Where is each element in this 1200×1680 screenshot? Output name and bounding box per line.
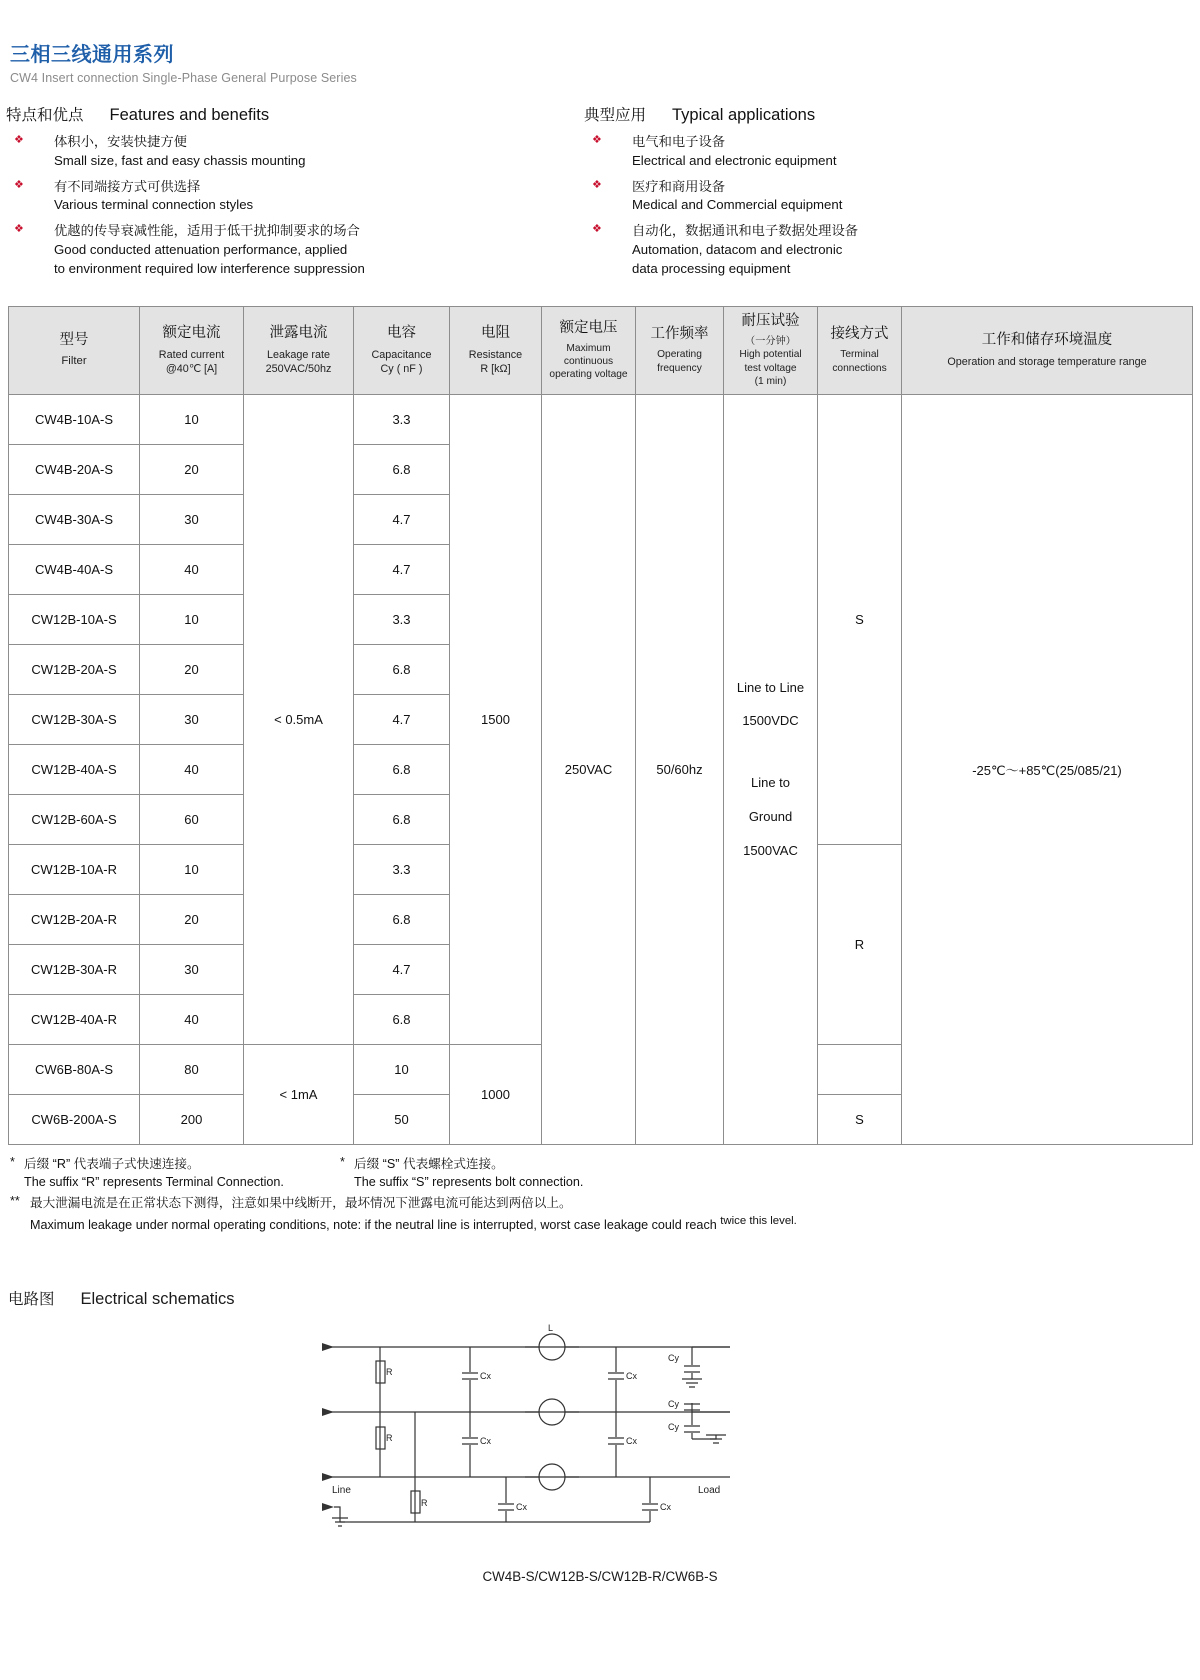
table-header-row [9,306,1193,394]
cell-current: 80 [140,1044,244,1094]
cell-model: CW12B-30A-S [9,694,140,744]
label-cx: Cx [626,1436,637,1447]
cell-current: 30 [140,494,244,544]
th-capacitance-cn: 电容 [387,325,416,342]
th-terminal-cn: 接线方式 [830,326,889,343]
page-header [0,0,1200,85]
cell-model: CW4B-30A-S [9,494,140,544]
cell-capacitance: 50 [354,1094,450,1144]
footnote-r-en: The suffix “R” represents Terminal Connection. [24,1175,284,1190]
label-r: R [386,1433,393,1444]
th-rated-current-en2: @40℃ [A] [165,362,218,375]
label-cx: Cx [480,1436,491,1447]
page-title-cn: 三相三线通用系列 [10,44,174,66]
list-item [584,133,1162,171]
application-cn: 医疗和商用设备 [632,178,726,194]
cell-model: CW12B-30A-R [9,944,140,994]
cell-model: CW12B-40A-S [9,744,140,794]
hipot-line-to-ground-value: 1500VAC [743,842,798,858]
diamond-bullet-icon: ❖ [14,134,24,146]
th-rated-current [140,306,244,394]
cell-leakage-2: < 1mA [244,1044,354,1144]
cell-model: CW12B-60A-S [9,794,140,844]
applications-heading [584,103,1162,125]
footnote-star: * [10,1154,15,1169]
cell-frequency: 50/60hz [636,394,724,1144]
cell-model: CW6B-80A-S [9,1044,140,1094]
cell-current: 10 [140,394,244,444]
cell-leakage-1: < 0.5mA [244,394,354,1044]
cell-capacitance: 6.8 [354,994,450,1044]
diamond-bullet-icon: ❖ [592,134,602,146]
label-cy: Cy [668,1399,679,1410]
cell-capacitance: 10 [354,1044,450,1094]
th-resistance-cn: 电阻 [481,325,510,342]
th-temperature [902,306,1193,394]
diamond-bullet-icon: ❖ [14,178,24,191]
schematic-caption: CW4B-S/CW12B-S/CW12B-R/CW6B-S [482,1569,718,1585]
cell-capacitance: 6.8 [354,444,450,494]
label-load: Load [698,1485,721,1497]
th-leakage-en2: 250VAC/50hz [265,362,332,375]
applications-heading-en: Typical applications [672,106,816,124]
footnotes [10,1155,1190,1236]
intro-columns [0,103,1200,286]
feature-en-line2: to environment required low interference suppression [54,260,365,276]
th-leakage-en: Leakage rate [266,348,331,361]
footnote-r [10,1155,340,1193]
cell-terminal-s1: S [818,394,902,844]
th-hipot-en3: (1 min) [754,375,787,387]
cell-capacitance: 3.3 [354,394,450,444]
table-row [9,394,1193,444]
cell-capacitance: 6.8 [354,894,450,944]
hipot-line-to-line: Line to Line [736,679,805,695]
cell-model: CW12B-20A-S [9,644,140,694]
cell-current: 10 [140,844,244,894]
cell-voltage: 250VAC [542,394,636,1144]
footnote-double-star: ** [10,1194,20,1209]
cell-capacitance: 6.8 [354,794,450,844]
cell-terminal-r: R [818,844,902,1044]
cell-model: CW12B-10A-S [9,594,140,644]
cell-capacitance: 4.7 [354,944,450,994]
application-en-line2: data processing equipment [632,260,791,276]
schematics-heading [8,1287,1200,1309]
cell-model: CW4B-40A-S [9,544,140,594]
feature-cn: 优越的传导衰减性能，适用于低干扰抑制要求的场合 [54,223,360,239]
cell-current: 10 [140,594,244,644]
applications-list [584,133,1162,279]
features-heading-en: Features and benefits [109,106,270,124]
label-l: L [548,1323,554,1334]
list-item [6,133,584,171]
label-cx: Cx [516,1502,527,1513]
th-capacitance [354,306,450,394]
cell-capacitance: 3.3 [354,844,450,894]
th-frequency [636,306,724,394]
cell-model: CW12B-10A-R [9,844,140,894]
th-capacitance-en: Capacitance [371,348,432,361]
diamond-bullet-icon: ❖ [14,223,24,236]
th-resistance-en: Resistance [468,348,523,361]
hipot-line-to-ground-b: Ground [748,808,793,824]
footnote-leakage-en-wrap [30,1213,1190,1235]
th-hipot-en: High potential [739,349,802,361]
label-r: R [421,1498,428,1509]
th-hipot-en2: test voltage [744,362,797,374]
th-leakage [244,306,354,394]
label-cy: Cy [668,1353,679,1364]
circuit-diagram [320,1317,880,1567]
th-leakage-cn: 泄露电流 [269,325,328,342]
cell-current: 200 [140,1094,244,1144]
footnote-star: * [340,1154,345,1169]
hipot-line-to-ground-a: Line to [750,775,791,791]
cell-current: 60 [140,794,244,844]
th-temperature-en: Operation and storage temperature range [947,355,1147,368]
th-model [9,306,140,394]
schematics-heading-cn: 电路图 [8,1291,55,1309]
feature-en: Small size, fast and easy chassis mounting [54,152,306,168]
th-rated-current-en: Rated current [158,348,225,361]
application-cn: 自动化，数据通讯和电子数据处理设备 [632,223,859,239]
page-title-en: CW4 Insert connection Single-Phase General Purpose Series [10,71,357,85]
applications-column [584,103,1162,286]
application-en: Automation, datacom and electronic [632,242,843,258]
spec-table [8,306,1193,1145]
footnote-leakage-cn: 最大泄漏电流是在正常状态下测得，注意如果中线断开，最坏情况下泄露电流可能达到两倍以上。 [30,1196,572,1211]
th-hipot-cn2: （一分钟） [745,336,796,348]
application-en: Electrical and electronic equipment [632,152,837,168]
cell-current: 20 [140,644,244,694]
footnote-s-en: The suffix “S” represents bolt connection. [354,1175,584,1190]
label-cx: Cx [660,1502,671,1513]
schematic-area [0,1317,1200,1607]
application-en: Medical and Commercial equipment [632,197,843,213]
cell-capacitance: 6.8 [354,744,450,794]
applications-heading-cn: 典型应用 [584,107,647,124]
cell-temperature: -25℃～+85℃(25/085/21) [902,394,1193,1144]
diamond-bullet-icon: ❖ [592,178,602,191]
th-voltage [542,306,636,394]
cell-current: 30 [140,694,244,744]
spec-table-wrap [8,306,1192,1145]
features-heading-cn: 特点和优点 [6,107,84,124]
th-resistance-en2: R [kΩ] [480,362,511,375]
diamond-bullet-icon: ❖ [592,223,602,236]
cell-capacitance: 4.7 [354,494,450,544]
th-voltage-cn: 额定电压 [559,319,618,336]
th-model-en: Filter [61,355,87,368]
footnote-leakage [10,1194,1190,1235]
cell-hipot [724,394,818,1144]
features-heading [6,103,584,125]
th-capacitance-en2: Cy ( nF ) [380,362,423,375]
th-rated-current-cn: 额定电流 [162,325,221,342]
features-list [6,133,584,279]
th-resistance [450,306,542,394]
label-line: Line [332,1485,351,1497]
features-column [6,103,584,286]
cell-capacitance: 4.7 [354,544,450,594]
footnote-suffix-row [10,1155,1190,1193]
footnote-s [340,1155,583,1193]
cell-capacitance: 4.7 [354,694,450,744]
application-cn: 电气和电子设备 [632,134,726,149]
th-frequency-en: Operating frequency [657,349,702,374]
cell-model: CW4B-10A-S [9,394,140,444]
th-voltage-en: Maximum continuous [563,342,614,367]
list-item [6,178,584,216]
cell-current: 30 [140,944,244,994]
footnote-leakage-en: Maximum leakage under normal operating conditions, note: if the neutral line is interrupted, worst case leakage could reach [30,1218,717,1233]
th-frequency-cn: 工作频率 [650,326,709,343]
label-cy: Cy [668,1422,679,1433]
th-hipot [724,306,818,394]
th-terminal [818,306,902,394]
cell-current: 20 [140,444,244,494]
cell-model: CW12B-20A-R [9,894,140,944]
list-item [584,222,1162,278]
th-temperature-cn: 工作和储存环境温度 [981,332,1113,349]
footnote-r-cn: 后缀 “R” 代表端子式快速连接。 [24,1156,200,1171]
th-terminal-en: Terminal connections [832,349,887,374]
feature-en: Various terminal connection styles [54,197,254,213]
cell-capacitance: 6.8 [354,644,450,694]
hipot-line-to-line-value: 1500VDC [742,713,799,729]
cell-model: CW4B-20A-S [9,444,140,494]
footnote-s-cn: 后缀 “S” 代表螺栓式连接。 [354,1156,504,1171]
cell-resistance-1: 1500 [450,394,542,1044]
cell-capacitance: 3.3 [354,594,450,644]
feature-cn: 有不同端接方式可供选择 [54,178,201,194]
label-cx: Cx [480,1371,491,1382]
cell-current: 40 [140,544,244,594]
feature-en: Good conducted attenuation performance, applied [54,242,348,258]
list-item [584,178,1162,216]
label-cx: Cx [626,1371,637,1382]
th-voltage-en2: operating voltage [549,369,628,381]
schematics-heading-en: Electrical schematics [80,1290,235,1309]
cell-resistance-2: 1000 [450,1044,542,1144]
cell-terminal-s2: S [818,1094,902,1144]
list-item [6,222,584,278]
cell-current: 40 [140,744,244,794]
label-r: R [386,1367,393,1378]
cell-current: 40 [140,994,244,1044]
th-model-cn: 型号 [59,332,89,349]
cell-current: 20 [140,894,244,944]
cell-model: CW6B-200A-S [9,1094,140,1144]
cell-model: CW12B-40A-R [9,994,140,1044]
feature-cn: 体积小，安装快捷方便 [54,134,187,149]
footnote-leakage-en-sup: twice this level. [720,1215,797,1228]
th-hipot-cn: 耐压试验 [741,313,800,329]
